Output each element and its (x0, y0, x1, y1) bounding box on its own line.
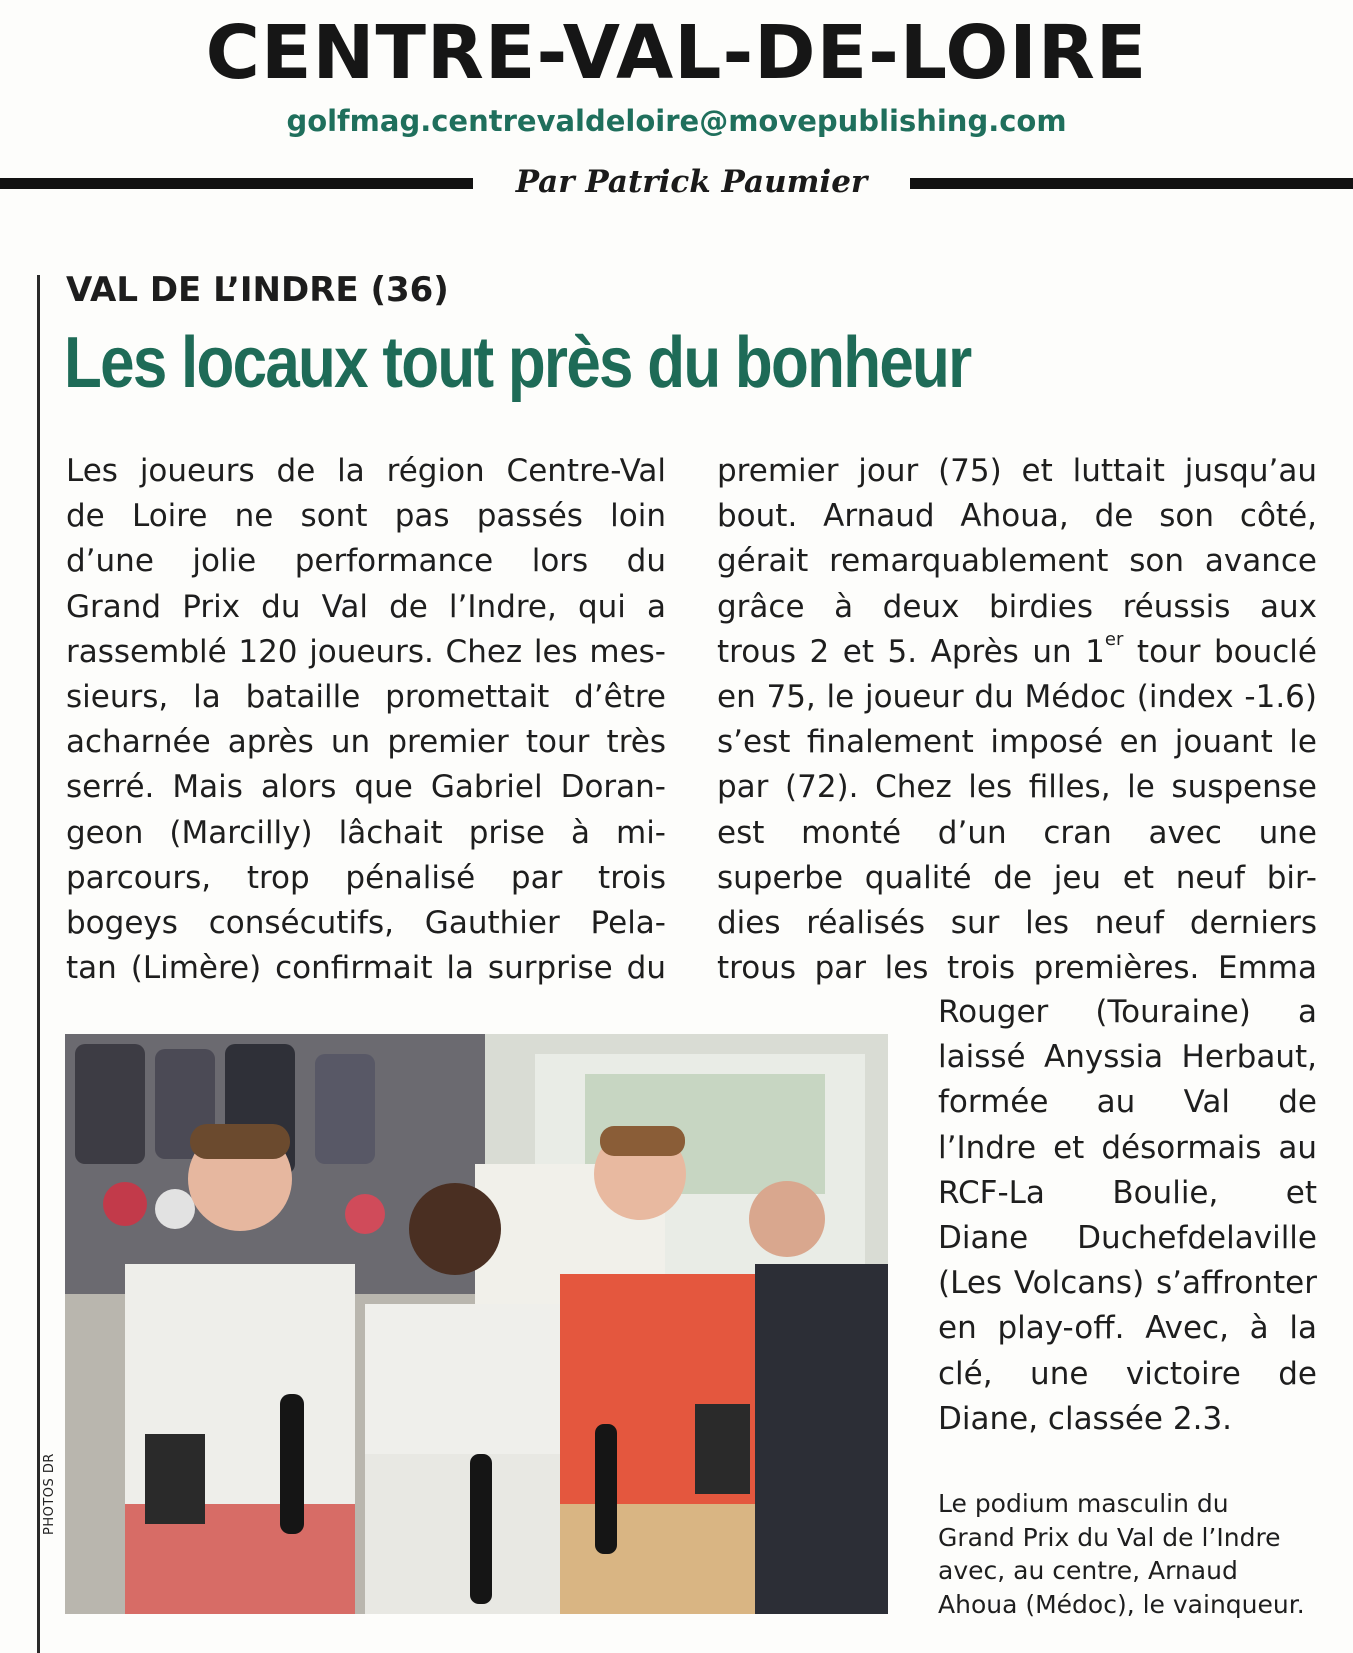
podium-photo (65, 1034, 888, 1614)
text-line: grâce à deux birdies réussis aux (717, 588, 1317, 625)
text-column-3 (938, 990, 1317, 1442)
caption-line: avec, au centre, Arnaud (938, 1556, 1238, 1585)
text-line: tan (Limère) confirmait la surprise du (66, 950, 666, 987)
text-line: serré. Mais alors que Gabriel Doran- (66, 769, 666, 806)
byline: Par Patrick Paumier (515, 164, 868, 200)
text-line: formée au Val de (938, 1084, 1317, 1121)
text-line: l’Indre et désormais au (938, 1129, 1317, 1166)
text-line: trous par les trois premières. Emma (717, 950, 1317, 987)
caption-line: Le podium masculin du (938, 1489, 1229, 1518)
text-line: (Les Volcans) s’affronter (938, 1265, 1317, 1302)
text-line: dies réalisés sur les neuf derniers (717, 904, 1317, 941)
photo-caption (938, 1487, 1338, 1621)
text-line: d’une jolie performance lors du (66, 543, 666, 580)
article-headline: Les locaux tout près du bonheur (64, 323, 971, 403)
podium-photo-illustration (65, 1034, 888, 1614)
text-segment: trous 2 et 5. Après un 1 (717, 633, 1105, 670)
text-line: gérait remarquablement son avance (717, 543, 1317, 580)
text-line: par (72). Chez les filles, le suspense (717, 769, 1317, 806)
text-line: bogeys consécutifs, Gauthier Pela- (66, 904, 666, 941)
text-line: RCF-La Boulie, et (938, 1174, 1317, 1211)
text-column-2 (717, 449, 1317, 991)
text-line: premier jour (75) et luttait jusqu’au (717, 453, 1317, 489)
text-line: parcours, trop pénalisé par trois (66, 859, 666, 896)
text-line: de Loire ne sont pas passés loin (66, 498, 666, 535)
text-line: Grand Prix du Val de l’Indre, qui a (66, 588, 666, 625)
text-line: sieurs, la bataille promettait d’être (66, 678, 666, 715)
contact-email[interactable]: golfmag.centrevaldeloire@movepublishing.com (286, 104, 1067, 138)
text-line: clé, une victoire de (938, 1355, 1317, 1392)
article-kicker: VAL DE L’INDRE (36) (66, 270, 449, 310)
text-line: Rouger (Touraine) a (938, 994, 1317, 1030)
text-line: superbe qualité de jeu et neuf bir- (717, 859, 1317, 896)
header-rule-right (910, 178, 1353, 189)
text-segment: tour bouclé (1123, 633, 1317, 670)
text-line (717, 630, 1317, 675)
region-title: CENTRE-VAL-DE-LOIRE (205, 10, 1148, 96)
text-line: rassemblé 120 joueurs. Chez les mes- (66, 633, 666, 670)
text-line: s’est finalement imposé en jouant le (717, 724, 1317, 761)
text-line: est monté d’un cran avec une (717, 814, 1317, 851)
ordinal-superscript: er (1104, 629, 1124, 650)
text-line: en play-off. Avec, à la (938, 1310, 1317, 1347)
article-border (37, 275, 40, 1653)
text-line: geon (Marcilly) lâchait prise à mi- (66, 814, 666, 851)
text-line: bout. Arnaud Ahoua, de son côté, (717, 498, 1317, 535)
text-line: Diane, classée 2.3. (938, 1400, 1233, 1437)
text-line: Diane Duchefdelaville (938, 1219, 1317, 1256)
text-line: Les joueurs de la région Centre-Val (66, 453, 666, 489)
text-line: laissé Anyssia Herbaut, (938, 1039, 1317, 1076)
text-line: acharnée après un premier tour très (66, 724, 666, 761)
caption-line: Grand Prix du Val de l’Indre (938, 1522, 1281, 1552)
text-column-1 (66, 449, 666, 991)
text-line: en 75, le joueur du Médoc (index -1.6) (717, 678, 1317, 715)
header-rule-left (0, 178, 473, 189)
caption-line: Ahoua (Médoc), le vainqueur. (938, 1589, 1305, 1619)
photo-credit: PHOTOS DR (42, 1453, 57, 1535)
